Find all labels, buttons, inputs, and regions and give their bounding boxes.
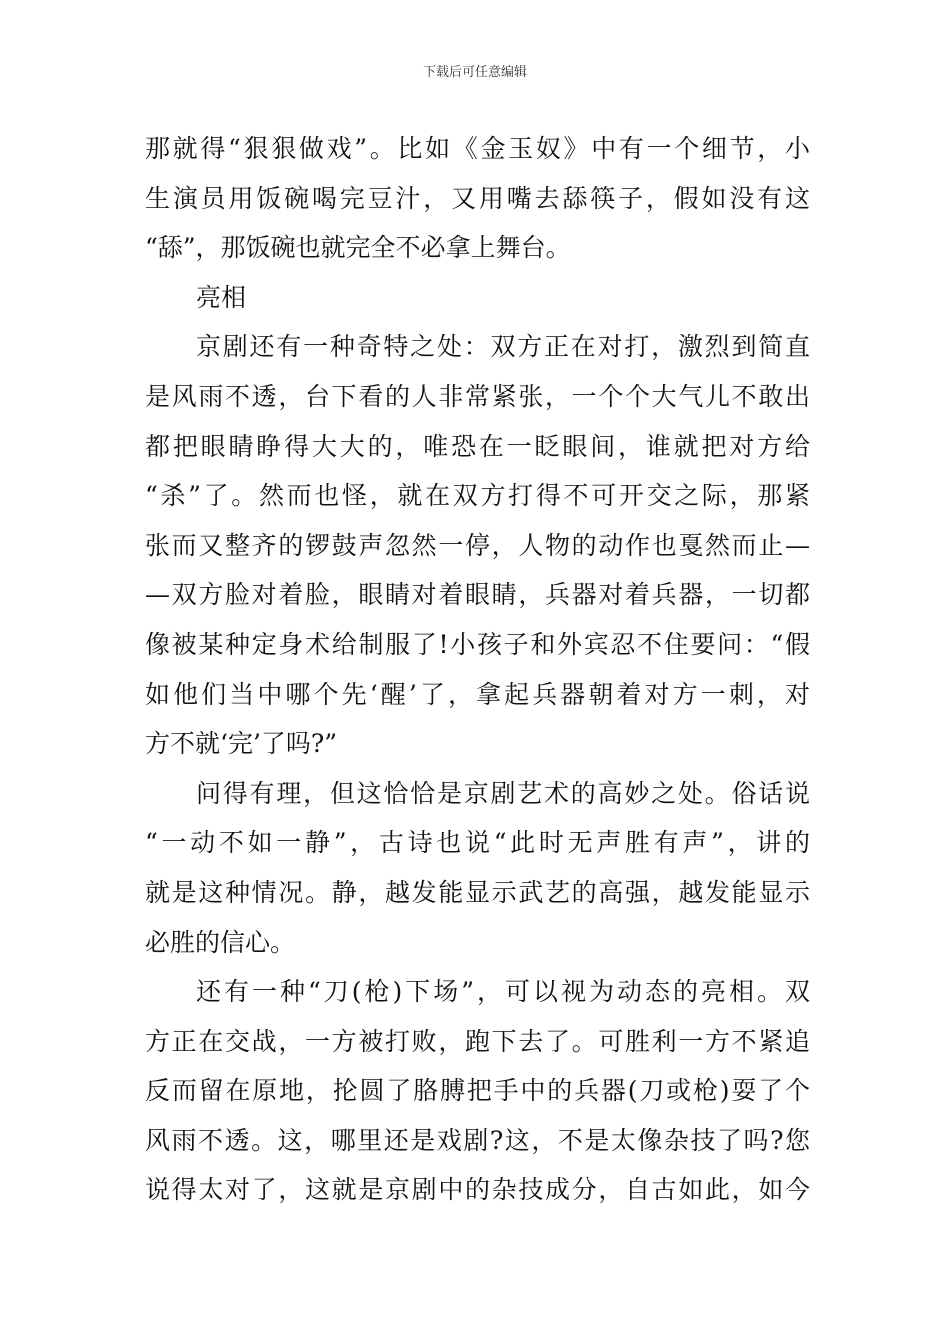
- text-line: 那就得“狠狠做戏”。比如《金玉奴》中有一个细节，小: [145, 134, 810, 163]
- text-line: 就是这种情况。静，越发能显示武艺的高强，越发能显示: [145, 877, 810, 907]
- text-line: 生演员用饭碗喝完豆汁，又用嘴去舔筷子，假如没有这: [145, 183, 810, 213]
- text-line: 方不就‘完’了吗?”: [145, 729, 338, 759]
- text-line: 京剧还有一种奇特之处：双方正在对打，激烈到简直: [196, 332, 810, 362]
- text-line: 是风雨不透，台下看的人非常紧张，一个个大气儿不敢出: [145, 381, 810, 411]
- text-line: —双方脸对着脸，眼睛对着眼睛，兵器对着兵器，一切都: [145, 580, 810, 610]
- text-line: 必胜的信心。: [145, 927, 296, 957]
- text-line: 方正在交战，一方被打败，跑下去了。可胜利一方不紧追: [145, 1026, 810, 1056]
- text-line: 还有一种“刀(枪)下场”，可以视为动态的亮相。双: [196, 977, 810, 1007]
- text-line: 张而又整齐的锣鼓声忽然一停，人物的动作也戛然而止—: [145, 530, 810, 560]
- section-heading: 亮相: [196, 282, 247, 312]
- text-line: 都把眼睛睁得大大的，唯恐在一眨眼间，谁就把对方给: [145, 431, 810, 461]
- text-line: 像被某种定身术给制服了!小孩子和外宾忍不住要问：“假: [145, 629, 810, 659]
- text-line: “杀”了。然而也怪，就在双方打得不可开交之际，那紧: [145, 481, 810, 511]
- text-line: 反而留在原地，抡圆了胳膊把手中的兵器(刀或枪)耍了个: [145, 1076, 810, 1106]
- text-line: 风雨不透。这，哪里还是戏剧?这，不是太像杂技了吗?您: [145, 1125, 810, 1155]
- page-header: 下载后可任意编辑: [422, 65, 527, 80]
- text-line: 说得太对了，这就是京剧中的杂技成分，自古如此，如今: [145, 1175, 810, 1205]
- text-line: 问得有理，但这恰恰是京剧艺术的高妙之处。俗话说: [196, 778, 810, 808]
- text-line: “一动不如一静”，古诗也说“此时无声胜有声”，讲的: [145, 828, 810, 858]
- document-body: [145, 124, 810, 1215]
- text-line: “舔”，那饭碗也就完全不必拿上舞台。: [145, 233, 571, 263]
- text-line: 如他们当中哪个先‘醒’了，拿起兵器朝着对方一刺，对: [145, 679, 810, 709]
